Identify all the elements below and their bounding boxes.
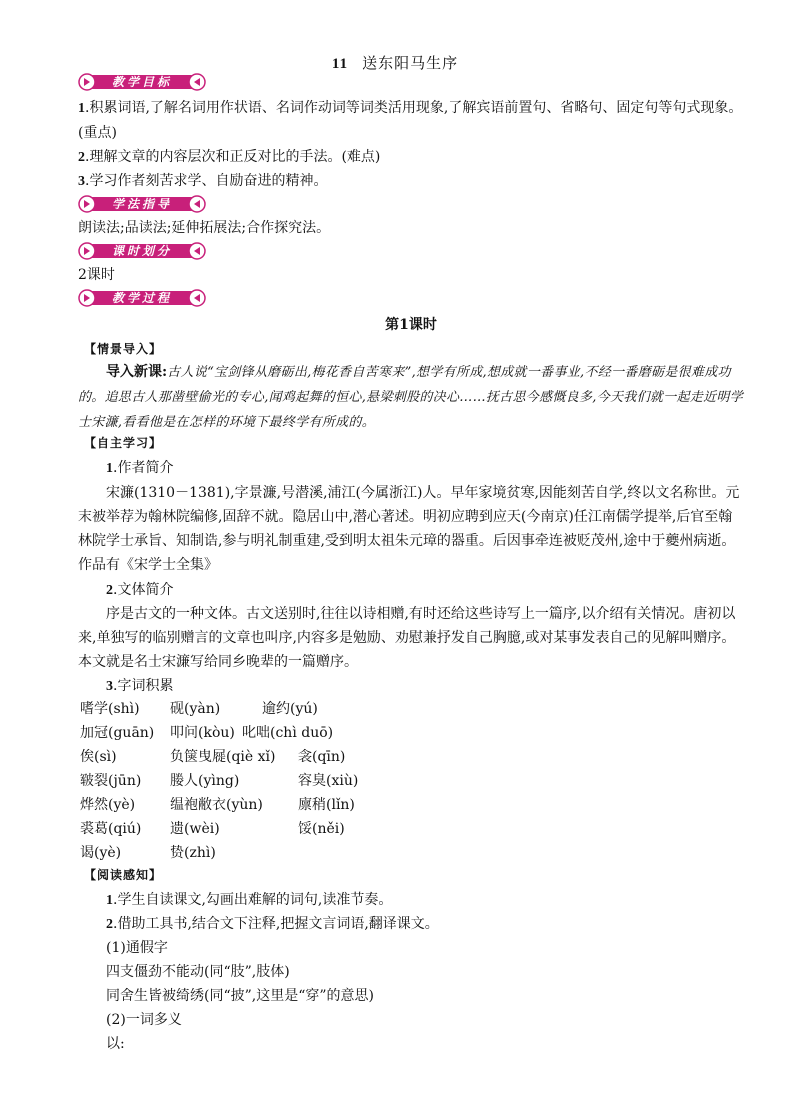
list-item: 嗜学(shì) 砚(yàn) 逾约(yú) [80, 701, 318, 717]
list-item: 裘葛(qiú) 遗(wèi) 馁(něi) [80, 821, 345, 837]
reading-step-1: 1.学生自读课文,勾画出难解的词句,读准节奏。 [106, 892, 393, 908]
tag-teaching-process [78, 289, 206, 307]
lesson-title: 送东阳马生序 [362, 54, 459, 72]
tongjiazi-example-1: 四支僵劲不能动(同“肢”,肢体) [106, 964, 290, 980]
intro-paragraph [78, 360, 744, 435]
lesson-number: 11 [331, 56, 349, 72]
list-item: 烨然(yè) 缊袍敝衣(yùn) 廪稍(lǐn) [80, 797, 355, 813]
list-item: 俟(sì) 负箧曳屣(qiè xǐ) 衾(qīn) [80, 749, 346, 765]
lesson-heading [0, 52, 790, 73]
method-text: 朗读法;品读法;延伸拓展法;合作探究法。 [78, 220, 331, 236]
list-item: 皲裂(jūn) 媵人(yìng) 容臭(xiù) [80, 773, 359, 789]
goal-3: 3.学习作者刻苦求学、自励奋进的精神。 [78, 173, 328, 189]
list-item: 谒(yè) 贽(zhì) [80, 845, 216, 861]
lesson-period-title: 第1课时 [385, 317, 437, 333]
words-heading: 3.字词积累 [106, 678, 174, 694]
section-intro-label: 【情景导入】 [84, 342, 163, 356]
tag-label: 教学过程 [111, 291, 172, 305]
genre-text: 序是古文的一种文体。古文送别时,往往以诗相赠,有时还给这些诗写上一篇序,以介绍有关情况。唐初以来,单独写的临别赠言的文章也叫序,内容多是勉励、劝慰兼抒发自己胸臆,或对某事发表自己的见解叫赠序。本文就是名士宋濂写给同乡晚辈的一篇赠序。 [78, 606, 736, 670]
tag-label: 教学目标 [111, 75, 172, 89]
hours-text: 2课时 [78, 267, 115, 283]
section-self-study-label: 【自主学习】 [84, 436, 163, 450]
tag-study-method [78, 195, 206, 213]
intro-label: 导入新课: [106, 364, 168, 380]
goal-2: 2.理解文章的内容层次和正反对比的手法。(难点) [78, 149, 381, 165]
section-reading-label: 【阅读感知】 [84, 868, 163, 882]
goal-1: 1.积累词语,了解名词用作状语、名词作动词等词类活用现象,了解宾语前置句、省略句、固定句等句式现象。(重点) [78, 100, 743, 141]
tag-label: 学法指导 [111, 197, 172, 211]
vocab-list [80, 697, 480, 865]
genre-heading: 2.文体简介 [106, 582, 174, 598]
tongjiazi-example-2: 同舍生皆被绮绣(同“披”,这里是“穿”的意思) [106, 988, 375, 1004]
subheading-polysemy: (2)一词多义 [106, 1012, 182, 1028]
author-heading: 1.作者简介 [106, 460, 174, 476]
tag-label: 课时划分 [111, 244, 172, 258]
list-item: 加冠(guān) 叩问(kòu) 叱咄(chì duō) [80, 725, 334, 741]
polysemy-item: 以: [106, 1036, 125, 1052]
subheading-tongjiazi: (1)通假字 [106, 940, 168, 956]
author-text: 宋濂(1310－1381),字景濂,号潜溪,浦江(今属浙江)人。早年家境贫寒,因能刻苦自学,终以文名称世。元末被举荐为翰林院编修,固辞不就。隐居山中,潜心著述。明初应聘到应天(今南京)任江南儒学提举,后官至翰林院学士承旨、知制诰,参与明礼制重建,受到明太祖朱元璋的器重。后因事牵连被贬茂州,途中于夔州病逝。作品有《宋学士全集》 [78, 485, 740, 573]
reading-step-2: 2.借助工具书,结合文下注释,把握文言词语,翻译课文。 [106, 916, 439, 932]
tag-class-hours [78, 242, 206, 260]
tag-teaching-goals [78, 73, 206, 91]
intro-text: 古人说“宝剑锋从磨砺出,梅花香自苦寒来”,想学有所成,想成就一番事业,不经一番磨砺是很难成功的。追思古人那凿壁偷光的专心,闻鸡起舞的恒心,悬梁刺股的决心……抚古思今感慨良多,今天我们就一起走近明学士宋濂,看看他是在怎样的环境下最终学有所成的。 [78, 365, 743, 430]
